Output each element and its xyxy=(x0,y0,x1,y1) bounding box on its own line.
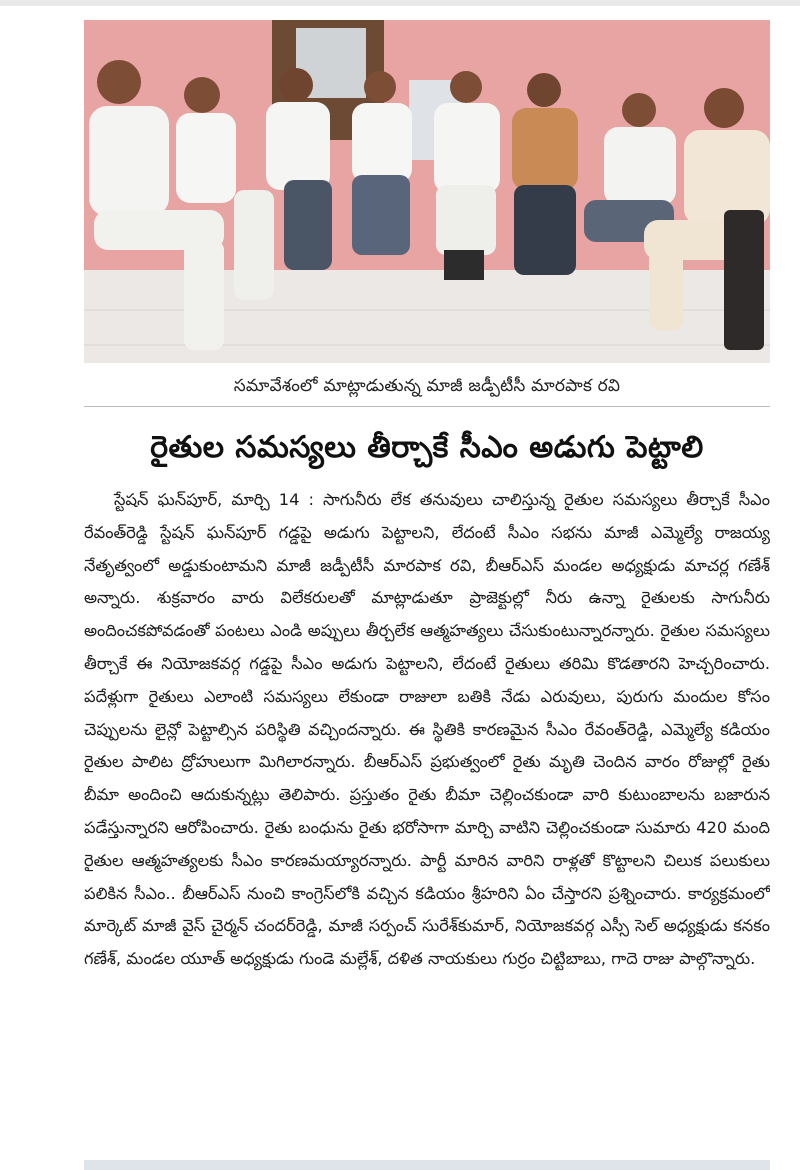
article-paragraph: స్టేషన్ ఘన్‌పూర్, మార్చి 14 : సాగునీరు లేక తనువులు చాలిస్తున్న రైతుల సమస్యలు తీర్చాకే సీఎం రేవంత్‌రెడ్డి స్టేషన్ ఘన్‌పూర్ గడ్డపై అడుగు పెట్టాలని, లేదంటే సీఎం సభను మాజీ ఎమ్మెల్యే రాజయ్య నేతృత్వంలో అడ్డుకుంటామని మాజీ జడ్పీటీసీ మారపాక రవి, బీఆర్ఎస్ మండల అధ్యక్షుడు మాచర్ల గణేశ్ అన్నారు. శుక్రవారం వారు విలేకరులతో మాట్లాడుతూ ప్రాజెక్టుల్లో నీరు ఉన్నా రైతులకు సాగునీరు అందించకపోవడంతో పంటలు ఎండి అప్పులు తీర్చలేక ఆత్మహత్యలు చేసుకుంటున్నారన్నారు. రైతుల సమస్యలు తీర్చాకే ఈ నియోజకవర్గ గడ్డపై సీఎం అడుగు పెట్టాలని, లేదంటే రైతులు తరిమి కొడతారని హెచ్చరించారు. పదేళ్లుగా రైతులు ఎలాంటి సమస్యలు లేకుండా రాజులా బతికి నేడు ఎరువులు, పురుగు మందుల కోసం చెప్పులను లైన్లో పెట్టాల్సిన పరిస్థితి వచ్చిందన్నారు. ఈ స్థితికి కారణమైన సీఎం రేవంత్‌రెడ్డి, ఎమ్మెల్యే కడియం రైతుల పాలిట ద్రోహులుగా మిగిలారన్నారు. బీఆర్ఎస్ ప్రభుత్వంలో రైతు మృతి చెందిన వారం రోజుల్లో రైతు బీమా అందించి ఆదుకున్నట్లు తెలిపారు. ప్రస్తుతం రైతు బీమా చెల్లించకుండా వారి కుటుంబాలను బజారున పడేస్తున్నారని ఆరోపించారు. రైతు బంధును రైతు భరోసాగా మార్చి వాటిని చెల్లించకుండా సుమారు 420 మంది రైతుల ఆత్మహత్యలకు సీఎం కారణమయ్యారన్నారు. పార్టీ మారిన వారిని రాళ్లతో కొట్టాలని చిలుక పలుకులు పలికిన సీఎం.. బీఆర్ఎస్ నుంచి కాంగ్రెస్‌లోకి వచ్చిన కడియం శ్రీహరిని ఏం చేస్తారని ప్రశ్నించారు. కార్యక్రమంలో మార్కెట్ మాజీ వైస్ చైర్మన్ చందర్‌రెడ్డి, మాజీ సర్పంచ్ సురేశ్‌కుమార్, నియోజకవర్గ ఎస్సీ సెల్ అధ్యక్షుడు కనకం గణేశ్, మండల యూత్ అధ్యక్షుడు గుండె మల్లేశ్, దళిత నాయకులు గుర్రం చిట్టిబాబు, గాదె రాజు పాల్గొన్నారు. xyxy=(84,490,770,969)
article-body xyxy=(84,484,770,1144)
caption-divider xyxy=(84,406,770,407)
top-rule xyxy=(0,0,800,6)
bottom-band xyxy=(84,1160,770,1170)
news-photo xyxy=(84,20,770,363)
chair xyxy=(724,210,764,350)
photo-illustration xyxy=(84,20,770,363)
article-headline: రైతుల సమస్యలు తీర్చాకే సీఎం అడుగు పెట్టాలి xyxy=(150,430,704,465)
photo-caption: సమావేశంలో మాట్లాడుతున్న మాజీ జడ్పీటీసీ మారపాక రవి xyxy=(233,376,621,396)
